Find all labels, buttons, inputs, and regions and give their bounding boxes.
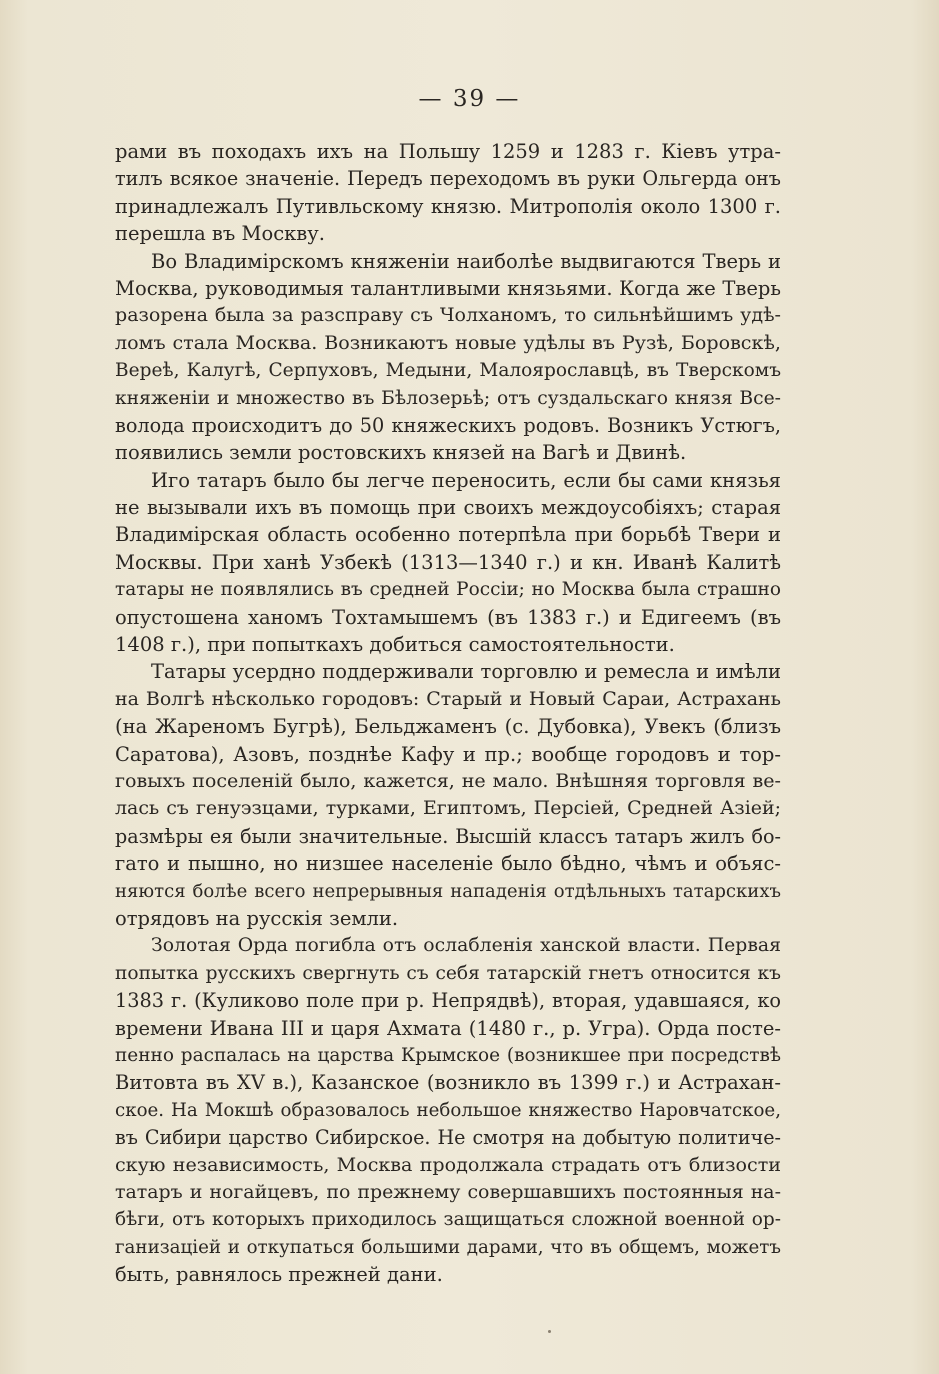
- text-line: попытка русскихъ свергнуть съ себя татарскій гнетъ относится къ: [115, 962, 781, 984]
- text-line: 1383 г. (Куликово поле при р. Непрядвѣ), вторая, удавшаяся, ко: [115, 989, 781, 1013]
- text-line: княженіи и множество въ Бѣлозерьѣ; отъ суздальскаго князя Все-: [115, 387, 781, 409]
- paragraph: [115, 658, 781, 932]
- text-line: скую независимость, Москва продолжала страдать отъ близости: [115, 1153, 781, 1177]
- paragraph: [115, 932, 781, 1288]
- page-number: — 39 —: [418, 86, 521, 112]
- text-line: говыхъ поселеній было, кажется, не мало. Внѣшняя торговля ве-: [115, 769, 781, 792]
- text-line: тилъ всякое значеніе. Передъ переходомъ въ руки Ольгерда онъ: [115, 167, 781, 191]
- text-line: рами въ походахъ ихъ на Польшу 1259 и 1283 г. Кіевъ утра-: [115, 140, 781, 163]
- text-line: волода происходитъ до 50 княжескихъ родовъ. Возникъ Устюгъ,: [115, 413, 781, 437]
- text-line: татары не появлялись въ средней Россіи; но Москва была страшно: [115, 579, 781, 601]
- text-line: Москвы. При ханѣ Узбекѣ (1313—1340 г.) и кн. Иванѣ Калитѣ: [115, 550, 781, 574]
- text-line: размѣры ея были значительные. Высшій классъ татаръ жилъ бо-: [115, 824, 781, 848]
- text-line: разорена была за разсправу съ Чолханомъ, то сильнѣйшимъ удѣ-: [115, 304, 781, 327]
- paper-speck: [548, 1330, 551, 1333]
- text-line: ганизаціей и откупаться большими дарами, что въ общемъ, можетъ: [115, 1236, 781, 1258]
- text-line: татаръ и ногайцевъ, по прежнему совершавшихъ постоянныя на-: [115, 1180, 781, 1203]
- text-line: Владимірская область особенно потерпѣла при борьбѣ Твери и: [115, 523, 781, 547]
- text-line: опустошена ханомъ Тохтамышемъ (въ 1383 г.) и Едигеемъ (въ: [115, 605, 781, 629]
- text-line: отрядовъ на русскія земли.: [115, 906, 399, 930]
- text-line: на Волгѣ нѣсколько городовъ: Старый и Новый Сараи, Астрахань: [115, 687, 781, 710]
- text-line: Москва, руководимыя талантливыми князьями. Когда же Тверь: [115, 276, 781, 300]
- text-line: Татары усердно поддерживали торговлю и ремесла и имѣли: [151, 660, 781, 684]
- text-line: (на Жареномъ Бугрѣ), Бельджаменъ (с. Дубовка), Увекъ (близъ: [115, 715, 781, 739]
- text-line: пенно распалась на царства Крымское (возникшее при посредствѣ: [115, 1044, 781, 1066]
- text-line: ломъ стала Москва. Возникаютъ новые удѣлы въ Рузѣ, Боровскѣ,: [115, 331, 781, 354]
- paragraph: [115, 138, 781, 248]
- text-line: 1408 г.), при попыткахъ добиться самостоятельности.: [115, 633, 675, 657]
- text-line: Иго татаръ было бы легче переносить, если бы сами князья: [151, 468, 781, 492]
- text-line: появились земли ростовскихъ князей на Вагѣ и Двинѣ.: [115, 441, 687, 465]
- text-line: въ Сибири царство Сибирское. Не смотря на добытую политиче-: [115, 1126, 781, 1150]
- text-line: перешла въ Москву.: [115, 222, 325, 246]
- text-line: няются болѣе всего непрерывныя нападенія отдѣльныхъ татарскихъ: [115, 880, 781, 902]
- text-line: Саратова), Азовъ, позднѣе Кафу и пр.; вообще городовъ и тор-: [115, 742, 781, 766]
- text-line: принадлежалъ Путивльскому князю. Митрополія около 1300 г.: [115, 194, 781, 218]
- paragraph: [115, 467, 781, 659]
- text-line: времени Ивана III и царя Ахмата (1480 г., р. Угра). Орда посте-: [115, 1016, 781, 1040]
- text-line: бѣги, отъ которыхъ приходилось защищаться сложной военной ор-: [115, 1209, 781, 1231]
- body-text: [115, 138, 781, 1288]
- text-line: быть, равнялось прежней дани.: [115, 1263, 443, 1287]
- text-line: Во Владимірскомъ княженіи наиболѣе выдвигаются Тверь и: [151, 249, 781, 273]
- text-line: ское. На Мокшѣ образовалось небольшое княжество Наровчатское,: [115, 1099, 781, 1121]
- text-line: Золотая Орда погибла отъ ослабленія ханской власти. Первая: [151, 935, 781, 957]
- text-line: гато и пышно, но низшее населеніе было бѣдно, чѣмъ и объяс-: [115, 852, 781, 876]
- text-line: лась съ генуэзцами, турками, Египтомъ, Персіей, Средней Азіей;: [115, 797, 781, 820]
- text-line: Витовта въ XV в.), Казанское (возникло въ 1399 г.) и Астрахан-: [115, 1071, 781, 1095]
- paragraph: [115, 248, 781, 467]
- text-line: не вызывали ихъ въ помощь при своихъ междоусобіяхъ; старая: [115, 496, 781, 520]
- text-line: Вереѣ, Калугѣ, Серпуховъ, Медыни, Малоярославцѣ, въ Тверскомъ: [115, 360, 781, 382]
